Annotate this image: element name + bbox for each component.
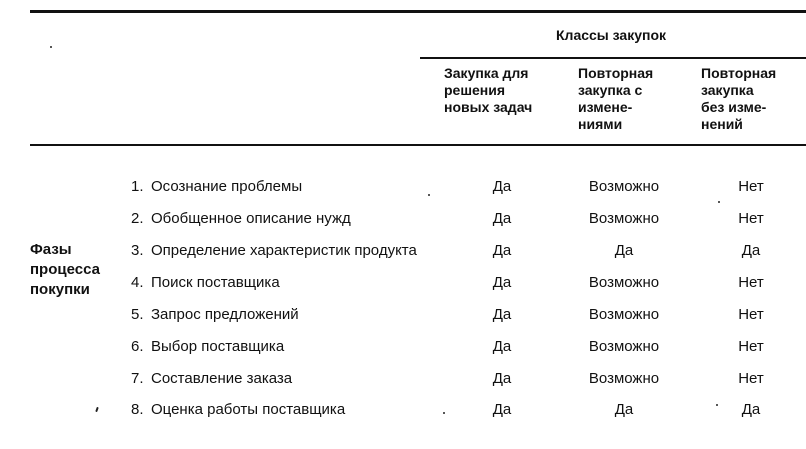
col-header-modified-rebuy (578, 65, 653, 133)
row-number: 4. (131, 274, 144, 291)
col-header-line: решения (444, 82, 506, 98)
cell-straight-rebuy: Нет (738, 370, 764, 387)
cell-straight-rebuy: Нет (738, 306, 764, 323)
header-bottom-rule (30, 144, 806, 146)
row-number: 2. (131, 210, 144, 227)
table-row (0, 178, 806, 202)
row-number: 6. (131, 338, 144, 355)
cell-modified-rebuy: Возможно (588, 338, 660, 355)
table-row (0, 401, 806, 425)
cell-modified-rebuy: Возможно (588, 274, 660, 291)
row-label: Запрос предложений (151, 306, 299, 323)
col-header-line: закупка (701, 82, 754, 98)
cell-modified-rebuy: Да (614, 242, 634, 259)
table-row (0, 274, 806, 298)
cell-new-task: Да (492, 338, 512, 355)
col-header-line: нений (701, 116, 743, 132)
col-header-line: Закупка для (444, 65, 529, 81)
cell-new-task: Да (492, 370, 512, 387)
col-header-line: новых задач (444, 99, 533, 115)
group-rule (420, 57, 806, 59)
col-header-line: закупка с (578, 82, 643, 98)
table-row (0, 242, 806, 266)
col-header-line: ниями (578, 116, 623, 132)
row-number: 8. (131, 401, 144, 418)
cell-straight-rebuy: Да (741, 242, 761, 259)
cell-modified-rebuy: Возможно (588, 306, 660, 323)
cell-modified-rebuy: Да (614, 401, 634, 418)
side-label-line: процесса (30, 261, 100, 278)
col-header-line: без изме- (701, 99, 767, 115)
row-number: 5. (131, 306, 144, 323)
cell-straight-rebuy: Нет (738, 338, 764, 355)
row-label: Оценка работы поставщика (151, 401, 346, 418)
row-number: 3. (131, 242, 144, 259)
cell-modified-rebuy: Возможно (588, 178, 660, 195)
side-label-line: покупки (30, 281, 90, 298)
side-label-line: Фазы (30, 241, 72, 258)
cell-straight-rebuy: Нет (738, 178, 764, 195)
col-header-straight-rebuy (701, 65, 776, 133)
row-label: Осознание проблемы (151, 178, 303, 195)
scan-speck (428, 194, 430, 196)
row-number: 1. (131, 178, 144, 195)
table-row (0, 306, 806, 330)
col-header-line: измене- (578, 99, 633, 115)
row-label: Составление заказа (151, 370, 293, 387)
cell-straight-rebuy: Нет (738, 274, 764, 291)
scan-speck (50, 46, 52, 48)
scan-speck (716, 404, 718, 406)
table-row (0, 370, 806, 394)
col-header-line: Повторная (578, 65, 654, 81)
row-label: Обобщенное описание нужд (151, 210, 351, 227)
row-label: Выбор поставщика (151, 338, 285, 355)
cell-new-task: Да (492, 401, 512, 418)
row-label: Поиск поставщика (151, 274, 280, 291)
cell-new-task: Да (492, 210, 512, 227)
cell-modified-rebuy: Возможно (588, 370, 660, 387)
table-row (0, 210, 806, 234)
col-header-new-task (444, 65, 532, 116)
cell-new-task: Да (492, 306, 512, 323)
row-label: Определение характеристик продукта (151, 242, 417, 259)
group-header: Классы закупок (556, 27, 667, 43)
table-row (0, 338, 806, 362)
top-rule (30, 10, 806, 13)
cell-modified-rebuy: Возможно (588, 210, 660, 227)
cell-straight-rebuy: Да (741, 401, 761, 418)
col-header-line: Повторная (701, 65, 777, 81)
cell-straight-rebuy: Нет (738, 210, 764, 227)
row-number: 7. (131, 370, 144, 387)
scan-speck (443, 412, 445, 414)
cell-new-task: Да (492, 178, 512, 195)
scan-speck (718, 201, 720, 203)
cell-new-task: Да (492, 274, 512, 291)
cell-new-task: Да (492, 242, 512, 259)
